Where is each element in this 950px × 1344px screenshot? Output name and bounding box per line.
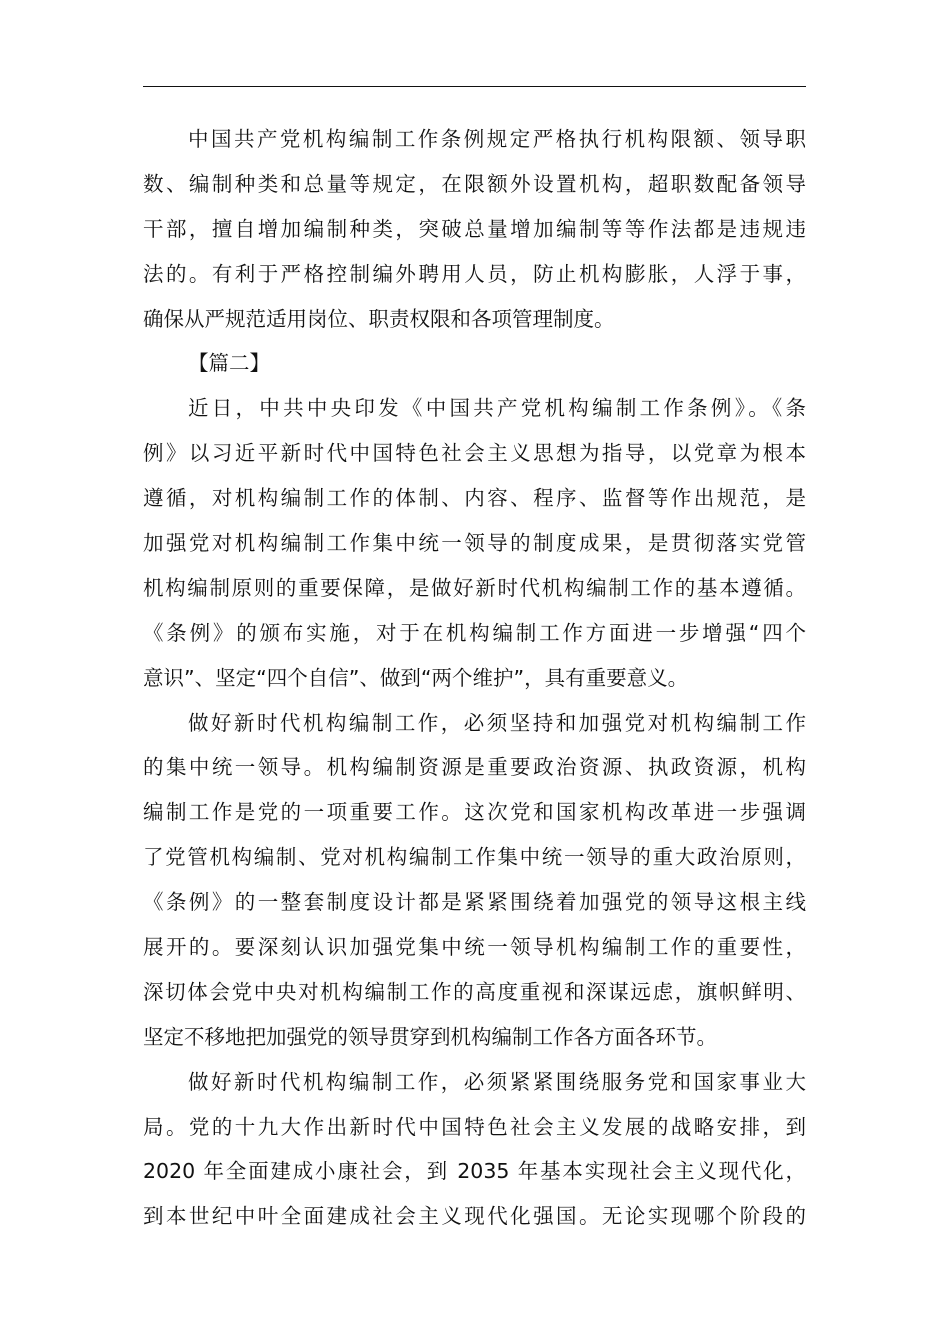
text-line: 了党管机构编制、党对机构编制工作集中统一领导的重大政治原则，	[143, 845, 806, 870]
text-line: 到本世纪中叶全面建成社会主义现代化强国。无论实现哪个阶段的	[143, 1204, 806, 1229]
text-line: 加强党对机构编制工作集中统一领导的制度成果，是贯彻落实党管	[143, 531, 806, 556]
header-rule	[143, 86, 806, 87]
text-line: 干部，擅自增加编制种类，突破总量增加编制等等作法都是违规违	[143, 216, 806, 241]
text-line: 的集中统一领导。机构编制资源是重要政治资源、执政资源，机构	[143, 755, 806, 780]
text-line: 法的。有利于严格控制编外聘用人员，防止机构膨胀，人浮于事，	[143, 261, 806, 286]
text-line: 【篇二】	[188, 351, 270, 376]
text-line: 数、编制种类和总量等规定，在限额外设置机构，超职数配备领导	[143, 171, 806, 196]
document-body	[143, 117, 806, 1239]
text-line: 机构编制原则的重要保障，是做好新时代机构编制工作的基本遵循。	[143, 575, 806, 600]
text-line: 《条例》的颁布实施，对于在机构编制工作方面进一步增强“四个	[143, 620, 806, 645]
text-line: 坚定不移地把加强党的领导贯穿到机构编制工作各方面各环节。	[143, 1024, 717, 1049]
text-line: 做好新时代机构编制工作，必须紧紧围绕服务党和国家事业大	[188, 1069, 806, 1094]
text-line: 意识”、坚定“四个自信”、做到“两个维护”，具有重要意义。	[143, 665, 689, 690]
text-line: 展开的。要深刻认识加强党集中统一领导机构编制工作的重要性，	[143, 935, 806, 960]
text-line: 深切体会党中央对机构编制工作的高度重视和深谋远虑，旗帜鲜明、	[143, 979, 806, 1004]
text-line: 例》以习近平新时代中国特色社会主义思想为指导，以党章为根本	[143, 441, 806, 466]
text-line: 遵循，对机构编制工作的体制、内容、程序、监督等作出规范，是	[143, 486, 806, 511]
text-line: 编制工作是党的一项重要工作。这次党和国家机构改革进一步强调	[143, 800, 806, 825]
text-line: 中国共产党机构编制工作条例规定严格执行机构限额、领导职	[188, 127, 806, 151]
text-line: 确保从严规范适用岗位、职责权限和各项管理制度。	[143, 306, 615, 331]
text-line: 做好新时代机构编制工作，必须坚持和加强党对机构编制工作	[188, 710, 806, 735]
text-line: 2020 年全面建成小康社会，到 2035 年基本实现社会主义现代化，	[143, 1159, 806, 1184]
text-line: 近日，中共中央印发《中国共产党机构编制工作条例》。《条	[188, 396, 806, 421]
text-line: 《条例》的一整套制度设计都是紧紧围绕着加强党的领导这根主线	[143, 890, 806, 915]
text-line: 局。党的十九大作出新时代中国特色社会主义发展的战略安排，到	[143, 1114, 806, 1139]
